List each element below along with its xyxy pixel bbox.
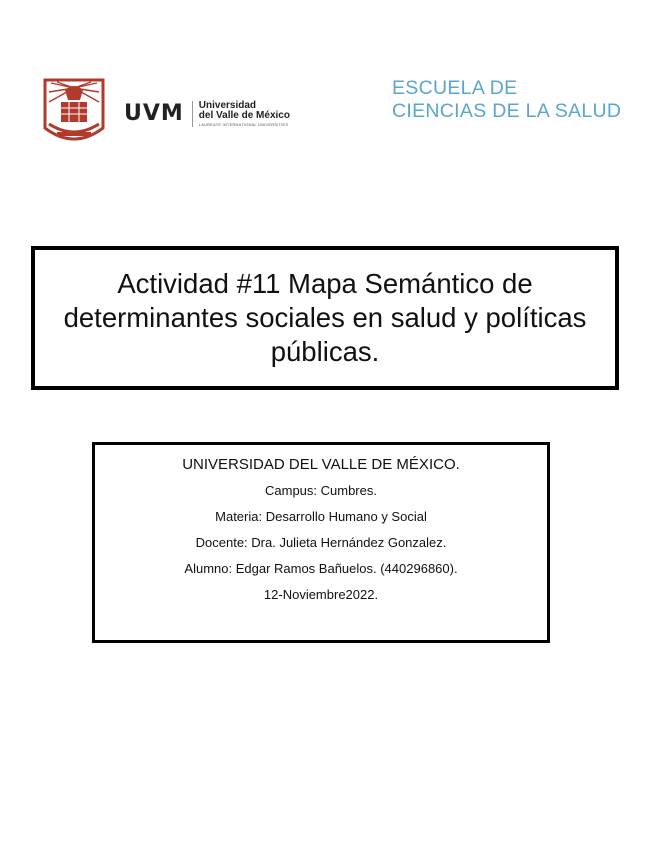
school-logo-line2: CIENCIAS DE LA SALUD: [392, 100, 622, 122]
date-text: 12-Noviembre2022.: [263, 587, 379, 602]
student-text: Alumno: Edgar Ramos Bañuelos. (440296860).: [184, 561, 458, 576]
uvm-wordmark: UVM: [124, 101, 184, 126]
uvm-logo: [124, 101, 290, 127]
uvm-logo-line2: del Valle de México: [198, 110, 290, 121]
teacher-text: Docente: Dra. Julieta Hernández Gonzalez.: [195, 535, 447, 550]
subject-text: Materia: Desarrollo Humano y Social: [215, 509, 427, 524]
uvm-logo-divider: [192, 101, 193, 127]
uvm-logo-line1: Universidad: [198, 100, 257, 111]
university-seal-logo: [43, 78, 105, 146]
uvm-logo-text: [199, 101, 290, 127]
title-box: [31, 246, 619, 390]
uvm-logo-line3: LAUREATE INTERNATIONAL UNIVERSITIES: [198, 122, 289, 127]
document-title: Actividad #11 Mapa Semántico de determinantes sociales en salud y políticas públicas.: [63, 268, 587, 367]
school-logo-line1: ESCUELA DE: [392, 77, 518, 99]
school-logo: [392, 77, 621, 123]
campus-text: Campus: Cumbres.: [265, 483, 377, 498]
info-box: [92, 442, 550, 643]
university-name: UNIVERSIDAD DEL VALLE DE MÉXICO.: [182, 456, 460, 473]
